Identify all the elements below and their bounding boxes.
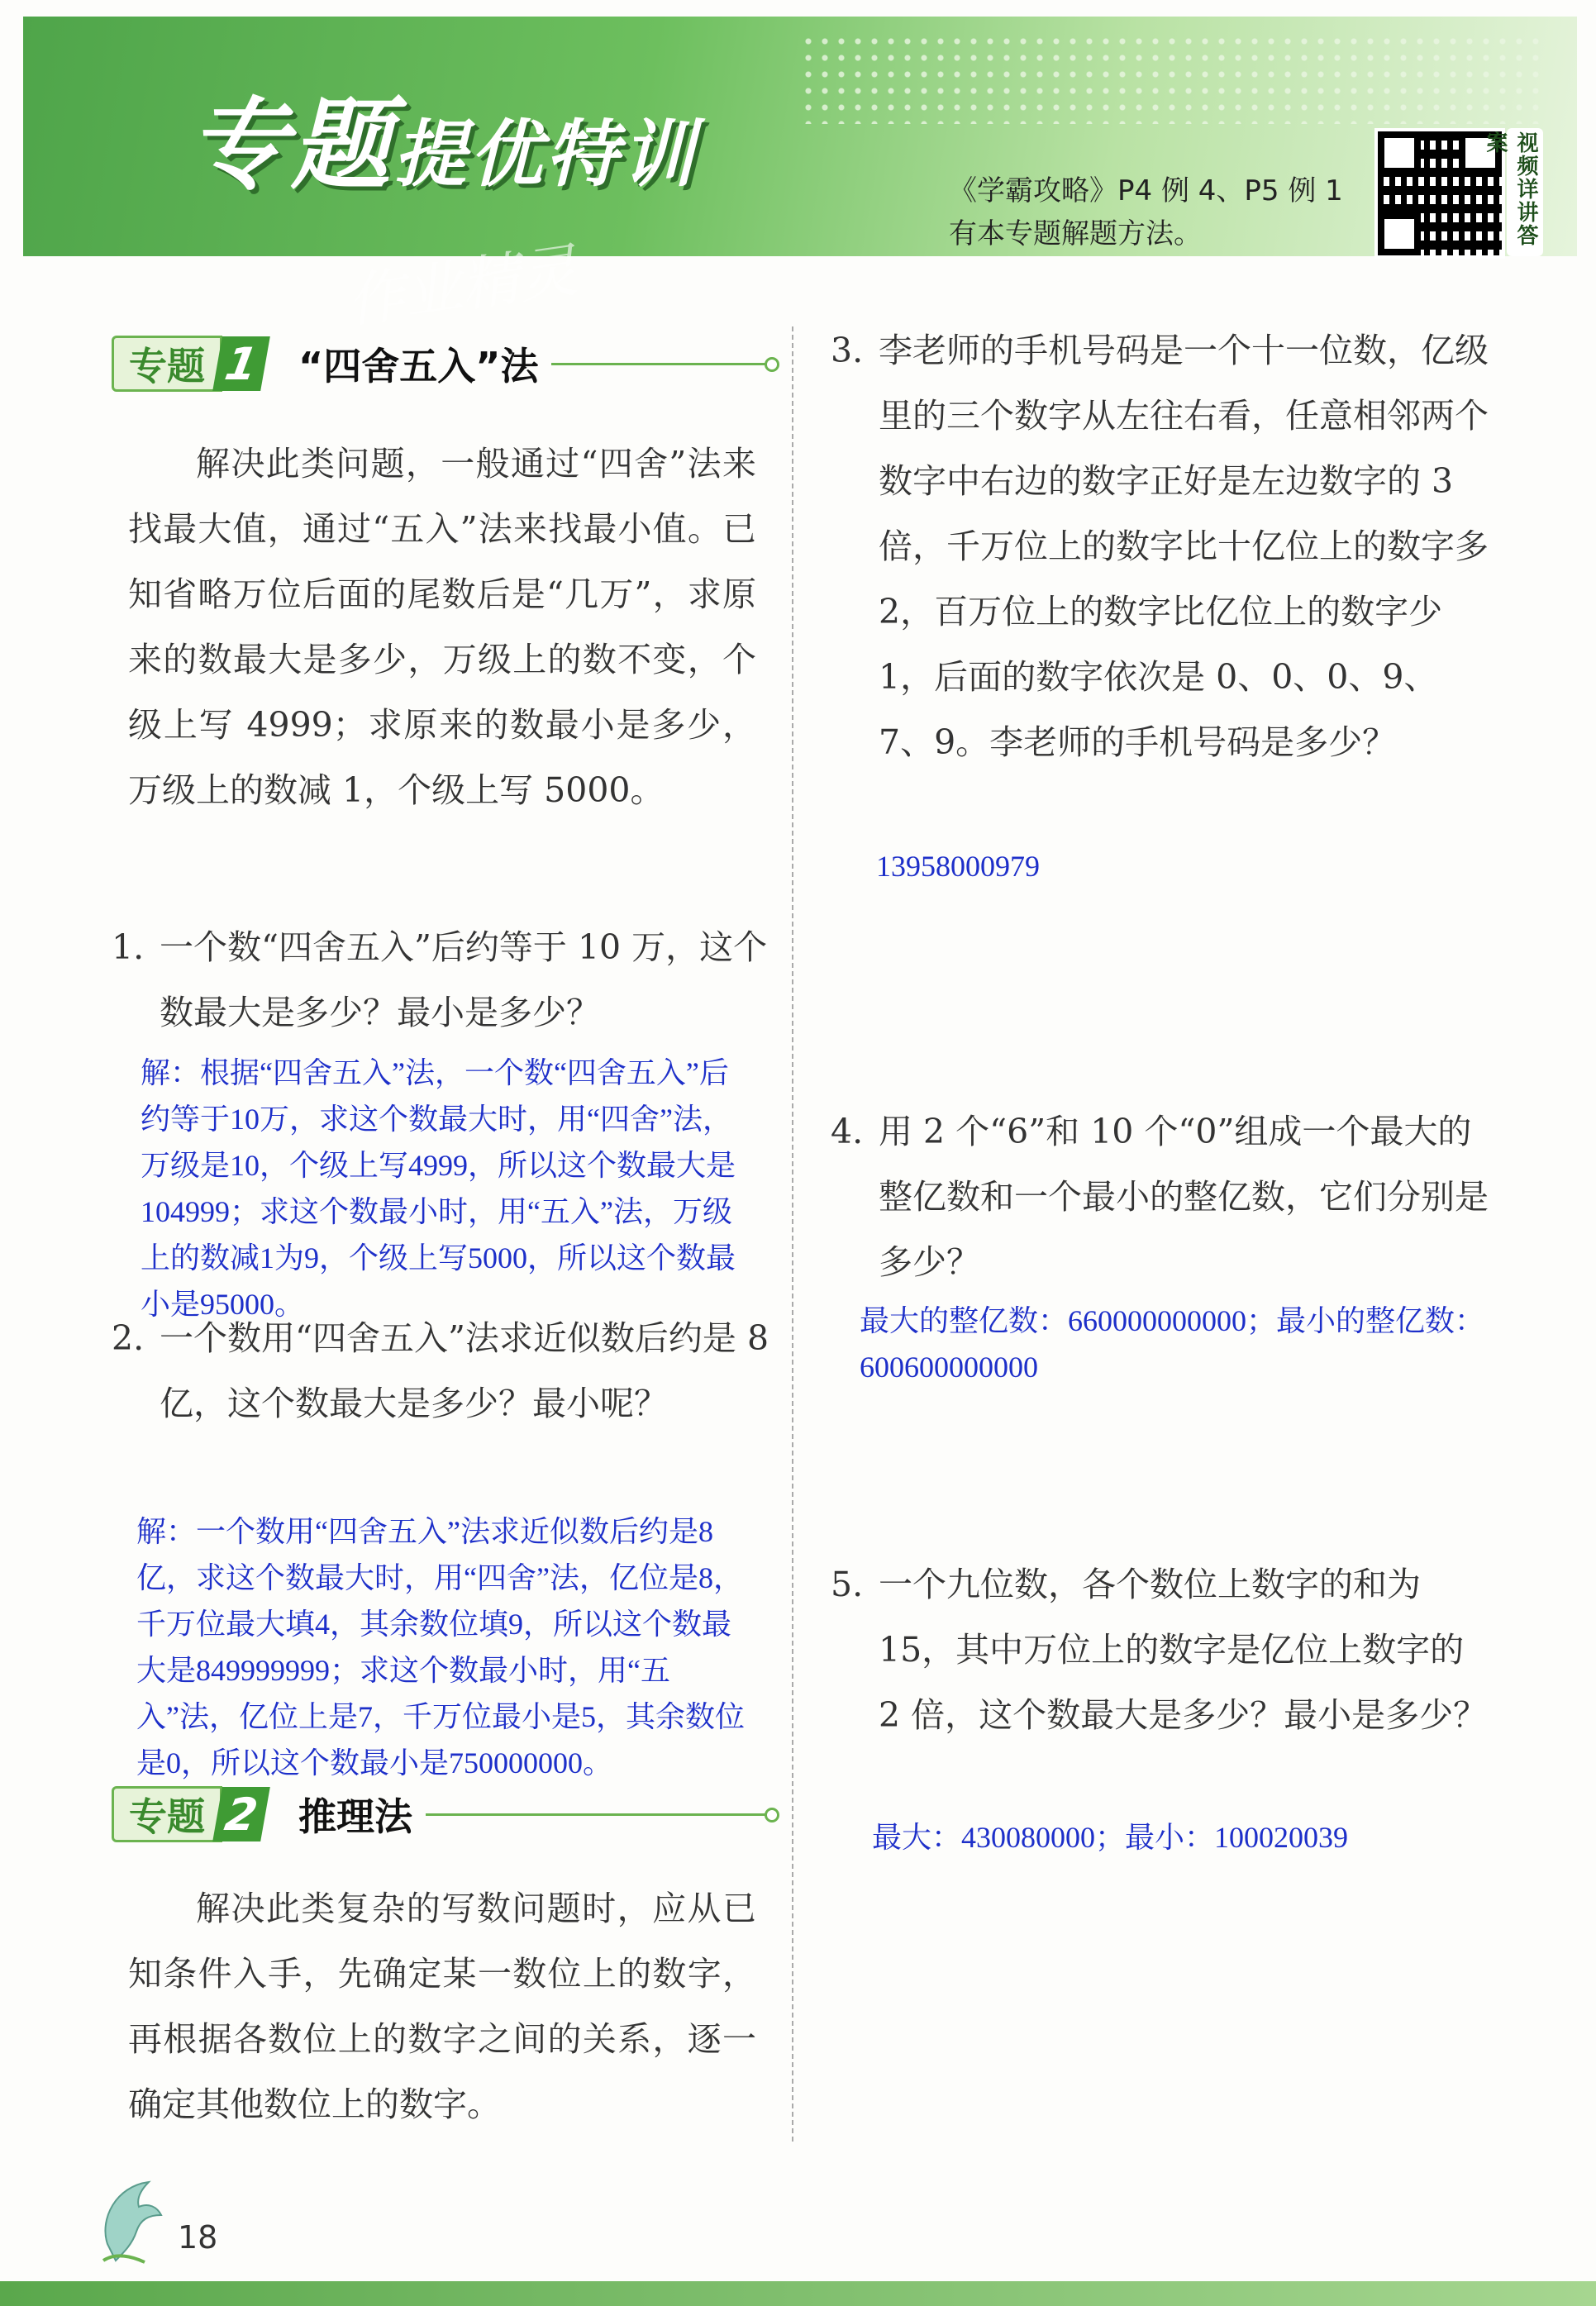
qr-corner	[1378, 212, 1421, 255]
question-number: 5.	[831, 1565, 864, 1604]
question-text: 一个数“四舍五入”后约等于 10 万，这个数最大是多少？最小是多少？	[160, 927, 768, 1032]
reference-note	[949, 169, 1379, 255]
answer-4: 最大的整亿数：660000000000；最小的整亿数：600600000000	[860, 1304, 1485, 1384]
banner-dot-pattern	[800, 33, 1544, 124]
answer-3: 13958000979	[876, 850, 1040, 883]
question-text: 李老师的手机号码是一个十一位数，亿级里的三个数字从左往右看，任意相邻两个数字中右边的数字正好是左边数字的 3 倍，千万位上的数字比十亿位上的数字多 2，百万位上的数字比亿位上的数字少 1，后面的数字依次是 0、0、0、9、7、9。李老师的手机号码是多少？	[879, 331, 1489, 762]
section-title: 推理法	[298, 1794, 412, 1839]
question-1	[112, 915, 773, 1046]
footer-bar	[0, 2281, 1596, 2306]
question-number: 3.	[831, 331, 864, 370]
section-rule	[551, 363, 773, 365]
question-3	[831, 318, 1492, 775]
answer-2: 解：一个数用“四舍五入”法求近似数后约是8亿，求这个数最大时，用“四舍”法，亿位是8，千万位最大填4，其余数位填9，所以这个数最大是849999999；求这个数最小时，用“五入”法，亿位上是7，千万位最小是5，其余数位是0，所以这个数最小是750000000。	[136, 1515, 745, 1780]
section-number: 2	[212, 1787, 270, 1841]
question-5	[831, 1552, 1492, 1748]
dolphin-icon	[91, 2170, 174, 2269]
question-text: 用 2 个“6”和 10 个“0”组成一个最大的整亿数和一个最小的整亿数，它们分别是多少？	[879, 1112, 1489, 1282]
question-2	[112, 1306, 773, 1436]
reference-line-2: 有本专题解题方法。	[949, 217, 1202, 250]
qr-label: 视频详讲答案	[1507, 128, 1543, 256]
section-2-heading	[112, 1785, 773, 1843]
question-number: 2.	[112, 1318, 145, 1358]
answer-1: 解：根据“四舍五入”法，一个数“四舍五入”后约等于10万，求这个数最大时，用“四舍”法，万级是10，个级上写4999，所以这个数最大是104999；求这个数最小时，用“五入”法，万级上的数减1为9，个级上写5000，所以这个数最小是95000。	[141, 1056, 736, 1321]
reference-line-1: 《学霸攻略》P4 例 4、P5 例 1	[949, 174, 1343, 207]
section-number: 1	[212, 336, 270, 391]
question-number: 1.	[112, 927, 145, 967]
section-1-intro: 解决此类问题，一般通过“四舍”法来找最大值，通过“五入”法来找最小值。已知省略万位后面的尾数后是“几万”，求原来的数最大是多少，万级上的数不变，个级上写 4999；求原来的数最小是多少，万级上的数减 1，个级上写 5000。	[128, 444, 756, 810]
section-tag: 专题	[112, 1786, 222, 1842]
section-rule	[426, 1813, 773, 1816]
section-1-heading	[112, 335, 773, 393]
title-big: 专题	[188, 88, 393, 203]
question-text: 一个数用“四舍五入”法求近似数后约是 8 亿，这个数最大是多少？最小呢？	[160, 1318, 769, 1423]
section-2-intro: 解决此类复杂的写数问题时，应从已知条件入手，先确定某一数位上的数字，再根据各数位上的数字之间的关系，逐一确定其他数位上的数字。	[128, 1889, 756, 2124]
header-banner	[23, 17, 1577, 336]
question-number: 4.	[831, 1112, 864, 1151]
qr-corner	[1378, 131, 1421, 174]
section-title: “四舍五入”法	[298, 344, 539, 388]
column-divider	[792, 326, 793, 2145]
answer-5: 最大：430080000；最小：100020039	[872, 1821, 1349, 1854]
page-number: 18	[178, 2219, 218, 2256]
question-text: 一个九位数，各个数位上数字的和为 15，其中万位上的数字是亿位上数字的 2 倍，这个数最大是多少？最小是多少？	[879, 1565, 1488, 1735]
question-4	[831, 1099, 1492, 1295]
watermark: 作业精灵	[342, 236, 582, 336]
title-small: 提优特训	[393, 112, 698, 197]
page-title	[188, 66, 698, 208]
section-tag: 专题	[112, 336, 222, 392]
